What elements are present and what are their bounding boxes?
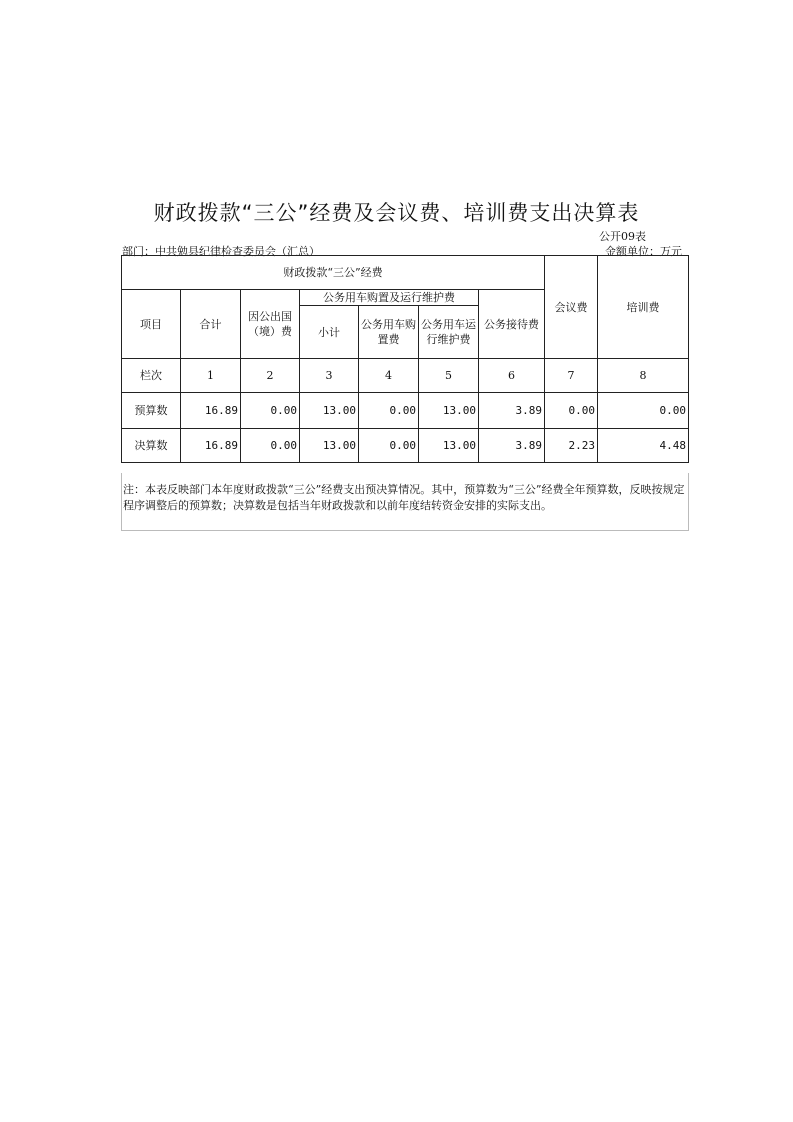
table-cell: 0.00 (241, 429, 300, 463)
column-index: 1 (181, 359, 241, 393)
column-index-label: 栏次 (122, 359, 181, 393)
column-index: 2 (241, 359, 300, 393)
header-subtotal: 小计 (300, 306, 359, 359)
header-meeting: 会议费 (545, 256, 598, 359)
column-index-row (122, 359, 689, 393)
table-cell: 16.89 (181, 393, 241, 429)
header-item: 项目 (122, 290, 181, 359)
page-title: 财政拨款“三公”经费及会议费、培训费支出决算表 (153, 201, 640, 225)
amount-unit-label: 金额单位：万元 (605, 245, 682, 258)
table-row (122, 429, 689, 463)
header-car-group: 公务用车购置及运行维护费 (300, 290, 479, 306)
expenditure-table (121, 255, 689, 463)
table-cell: 0.00 (241, 393, 300, 429)
form-number: 公开09表 (599, 230, 646, 243)
table-cell: 13.00 (300, 429, 359, 463)
header-total: 合计 (181, 290, 241, 359)
table-cell: 13.00 (419, 393, 479, 429)
header-abroad: 因公出国（境）费 (241, 290, 300, 359)
column-index: 3 (300, 359, 359, 393)
header-car-operation: 公务用车运行维护费 (419, 306, 479, 359)
table-cell: 13.00 (300, 393, 359, 429)
column-index: 6 (479, 359, 545, 393)
header-training: 培训费 (598, 256, 689, 359)
table-cell: 0.00 (598, 393, 689, 429)
table-cell: 16.89 (181, 429, 241, 463)
table-row (122, 393, 689, 429)
header-car-purchase: 公务用车购置费 (359, 306, 419, 359)
header-three-public-group: 财政拨款“三公”经费 (122, 256, 545, 290)
column-index: 8 (598, 359, 689, 393)
column-index: 4 (359, 359, 419, 393)
table-cell: 3.89 (479, 429, 545, 463)
column-index: 5 (419, 359, 479, 393)
table-cell: 0.00 (359, 429, 419, 463)
table-cell: 13.00 (419, 429, 479, 463)
table-cell: 0.00 (359, 393, 419, 429)
table-cell: 4.48 (598, 429, 689, 463)
table-cell: 0.00 (545, 393, 598, 429)
header-reception: 公务接待费 (479, 290, 545, 359)
row-label: 预算数 (122, 393, 181, 429)
row-label: 决算数 (122, 429, 181, 463)
table-cell: 2.23 (545, 429, 598, 463)
column-index: 7 (545, 359, 598, 393)
table-note: 注：本表反映部门本年度财政拨款“三公”经费支出预决算情况。其中，预算数为“三公”经费全年预算数，反映按规定程序调整后的预算数；决算数是包括当年财政拨款和以前年度结转资金安排的实际支出。 (121, 473, 689, 531)
department-label: 部门：中共勉县纪律检查委员会（汇总） (122, 245, 320, 258)
table-cell: 3.89 (479, 393, 545, 429)
